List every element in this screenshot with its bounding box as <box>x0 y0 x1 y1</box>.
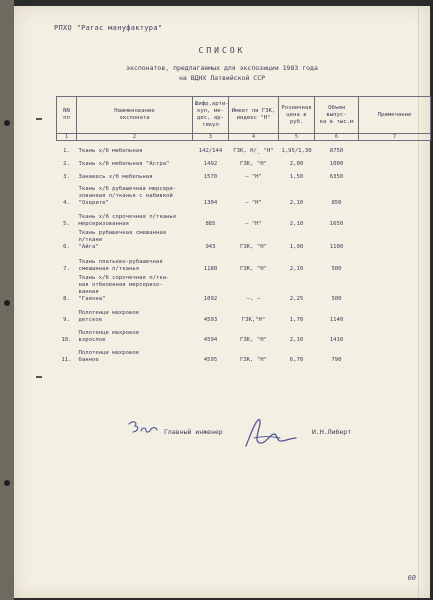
cell-name: Ткань х/б мебельная <box>78 147 143 154</box>
cell-price: 1,70 <box>289 316 304 323</box>
cell-name: Ткань х/б мебельная "Астра" <box>78 160 170 167</box>
cell-price: 1,95/1,30 <box>281 147 312 154</box>
cell-mark: –, – <box>246 295 261 302</box>
cell-note <box>359 207 431 228</box>
cell-name: Ткань х/б сорочечная п/тка- ная отбеленная мерсеризо- ванная "Гаяона" <box>78 274 170 302</box>
cell-note <box>359 344 431 364</box>
signatory-name: И.Н.Либерт <box>312 428 352 436</box>
cell-no: 2. <box>63 160 70 167</box>
cell-mark: ГЗК, Н/_ "Н" <box>233 147 274 154</box>
punch-hole <box>4 300 10 306</box>
cell-mark: – "Н" <box>245 199 262 206</box>
cell-article: 1092 <box>203 295 218 302</box>
cell-no: 7. <box>63 265 70 272</box>
cell-no: 10. <box>61 336 72 343</box>
cell-volume: 6350 <box>329 173 344 180</box>
cell-no: 9. <box>63 316 70 323</box>
cell-no: 5. <box>63 220 70 227</box>
column-number: 4 <box>229 134 279 141</box>
cell-price: 6,70 <box>289 356 304 363</box>
table-row <box>57 155 431 168</box>
column-number: 3 <box>193 134 229 141</box>
torn-binding-edge <box>0 0 14 600</box>
punch-hole <box>4 120 10 126</box>
cell-note <box>359 155 431 168</box>
column-number: 2 <box>77 134 193 141</box>
organization-name: РПХО "Рагас мануфактура" <box>54 24 163 32</box>
cell-price: 2,25 <box>289 295 304 302</box>
page-corner-number: 60 <box>407 574 416 582</box>
cell-mark: ГЗК, "Н" <box>240 243 267 250</box>
cell-article: 1180 <box>203 265 218 272</box>
edge-mark <box>36 118 42 120</box>
document-sheet <box>14 6 430 598</box>
table-row <box>57 168 431 181</box>
cell-name: Ткань платьево-рубашечная смешанная п/тканья <box>78 258 163 272</box>
cell-article: 885 <box>205 220 216 227</box>
signature-block <box>14 416 430 456</box>
column-number: 6 <box>315 134 359 141</box>
cell-volume: 8750 <box>329 147 344 154</box>
cell-mark: ГЗК,"Н" <box>241 316 266 323</box>
cell-article: 4594 <box>203 336 218 343</box>
table-row <box>57 228 431 251</box>
column-number-row <box>57 134 431 141</box>
cell-volume: 1140 <box>329 316 344 323</box>
cell-volume: 1650 <box>329 220 344 227</box>
cell-price: 2,10 <box>289 220 304 227</box>
document-subtitle-line2: на ВДНХ Латвийской ССР <box>178 74 266 82</box>
cell-no: 1. <box>63 147 70 154</box>
cell-note <box>359 324 431 344</box>
handwritten-prefix <box>126 418 160 436</box>
cell-price: 1,50 <box>289 173 304 180</box>
cell-note <box>359 303 431 324</box>
cell-mark: ГЗК, "Н" <box>240 265 267 272</box>
cell-article: 1492 <box>203 160 218 167</box>
cell-note <box>359 273 431 303</box>
cell-note <box>359 181 431 207</box>
table-row <box>57 141 431 155</box>
cell-volume: 790 <box>331 356 342 363</box>
cell-no: 6. <box>63 243 70 250</box>
table-row <box>57 207 431 228</box>
cell-mark: ГЗК, "Н" <box>240 160 267 167</box>
cell-name: Полотенце махровое взрослое <box>78 329 140 343</box>
table-row <box>57 181 431 207</box>
table-row <box>57 303 431 324</box>
cell-name: Полотенце махровое детское <box>78 309 140 323</box>
table-header-row <box>57 97 431 134</box>
col-header-note: Примечание <box>359 97 431 134</box>
cell-price: 2,10 <box>289 199 304 206</box>
col-header-price: Розничная цена в руб. <box>279 97 315 134</box>
column-number: 7 <box>359 134 431 141</box>
cell-no: 4. <box>63 199 70 206</box>
cell-article: 4595 <box>203 356 218 363</box>
cell-article: 142/144 <box>198 147 223 154</box>
cell-name: Ткань рубашечная смешанная п/ткани "Айга" <box>78 229 167 250</box>
cell-mark: – "Н" <box>245 173 262 180</box>
cell-mark: ГЗК, "Н" <box>240 336 267 343</box>
col-header-no: NN пп <box>57 97 77 134</box>
column-number: 1 <box>57 134 77 141</box>
cell-article: 1570 <box>203 173 218 180</box>
cell-note <box>359 251 431 273</box>
cell-name: Ткань х/б рубашечная мерсери- зованная п/тканья с набивкой "Озерите" <box>78 185 177 206</box>
table-row <box>57 344 431 364</box>
column-number: 5 <box>279 134 315 141</box>
cell-note <box>359 228 431 251</box>
col-header-volume: Объем выпус- ка в тыс.м <box>315 97 359 134</box>
cell-article: 4593 <box>203 316 218 323</box>
col-header-name: Наименование экспоната <box>77 97 193 134</box>
exhibit-table <box>56 96 431 364</box>
cell-price: 2,00 <box>289 160 304 167</box>
handwritten-signature <box>240 416 300 450</box>
cell-volume: 1100 <box>329 243 344 250</box>
cell-price: 1,90 <box>289 243 304 250</box>
table-row <box>57 324 431 344</box>
document-title: СПИСОК <box>198 46 246 55</box>
document-subtitle: экспонатов, предлагаемых для экспозиции 1983 года <box>126 64 318 72</box>
cell-mark: ГЗК, "Н" <box>240 356 267 363</box>
cell-volume: 500 <box>331 295 342 302</box>
svg-text:За: За <box>126 418 128 419</box>
cell-note <box>359 141 431 155</box>
cell-no: 8. <box>63 295 70 302</box>
cell-name: Занавесь х/б мебельная <box>78 173 153 180</box>
cell-name: Ткань х/б сорочечная п/тканья мерсеризованная <box>78 213 177 227</box>
signatory-title: Главный инженер <box>164 428 223 436</box>
cell-no: 3. <box>63 173 70 180</box>
cell-no: 11. <box>61 356 72 363</box>
cell-volume: 1410 <box>329 336 344 343</box>
cell-article: 943 <box>205 243 216 250</box>
table-row <box>57 251 431 273</box>
punch-hole <box>4 480 10 486</box>
table-row <box>57 273 431 303</box>
edge-mark <box>36 376 42 378</box>
cell-price: 2,10 <box>289 336 304 343</box>
cell-price: 2,10 <box>289 265 304 272</box>
col-header-article: Шифр,арти- кул, ме- дес, ар- тикул <box>193 97 229 134</box>
cell-mark: – "Н" <box>245 220 262 227</box>
cell-note <box>359 168 431 181</box>
cell-volume: 850 <box>331 199 342 206</box>
cell-volume: 1000 <box>329 160 344 167</box>
cell-volume: 500 <box>331 265 342 272</box>
cell-name: Полотенце махровое банное <box>78 349 140 363</box>
col-header-mark: Имеет ли ГЗК, индекс "Н" <box>229 97 279 134</box>
cell-article: 1304 <box>203 199 218 206</box>
